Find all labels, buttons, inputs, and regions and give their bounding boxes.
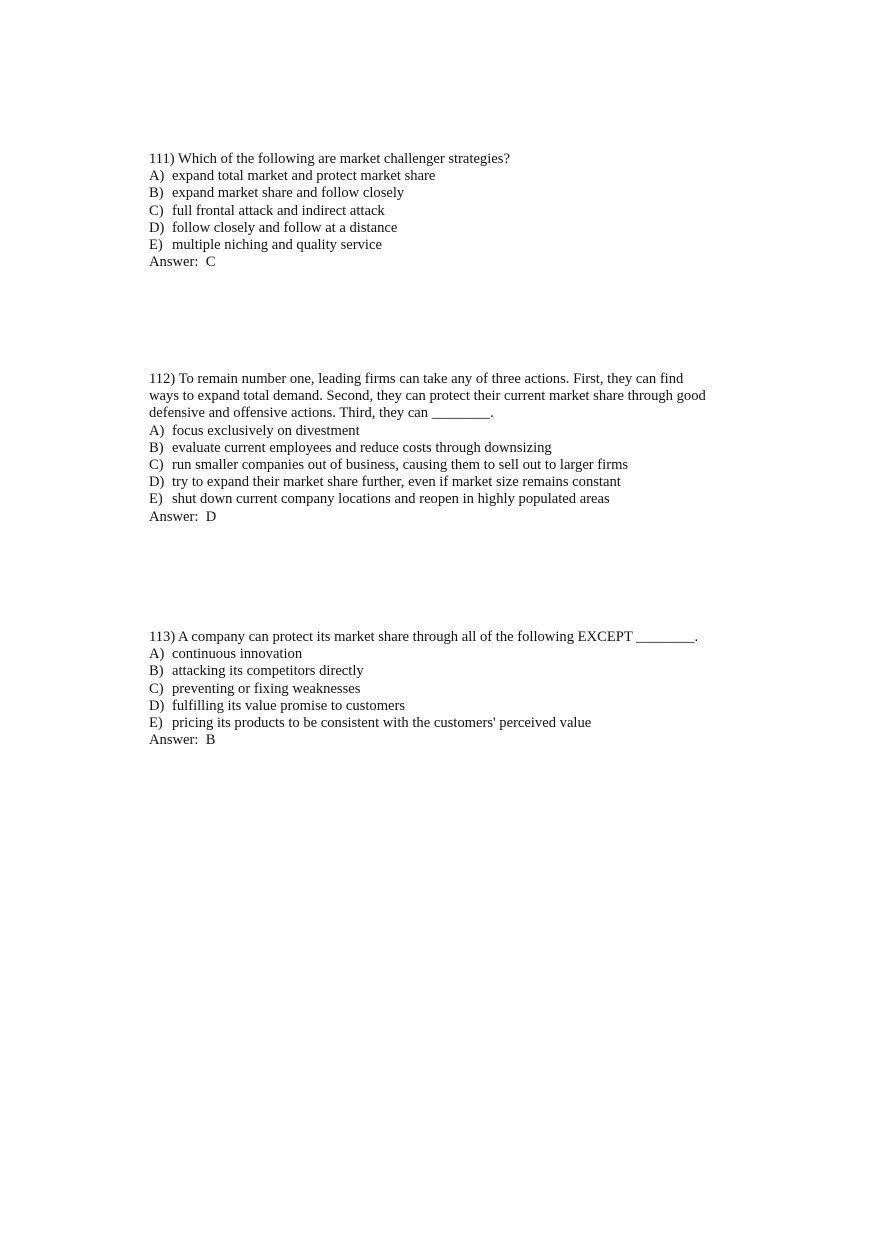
option-letter: A) bbox=[149, 168, 165, 185]
answer-value: B bbox=[205, 732, 216, 749]
option-text: fulfilling its value promise to customers bbox=[172, 697, 406, 714]
option-text: continuous innovation bbox=[172, 646, 303, 663]
option-letter: B) bbox=[149, 439, 164, 456]
option-d bbox=[149, 474, 749, 491]
option-c bbox=[149, 681, 749, 698]
option-letter: E) bbox=[149, 715, 163, 732]
option-e bbox=[149, 715, 749, 732]
option-letter: E) bbox=[149, 491, 163, 508]
stem-line: ways to expand total demand. Second, they can protect their current market share through good bbox=[149, 388, 706, 405]
option-b bbox=[149, 185, 749, 202]
option-letter: C) bbox=[149, 202, 164, 219]
option-d bbox=[149, 698, 749, 715]
option-text: full frontal attack and indirect attack bbox=[172, 202, 385, 219]
option-letter: A) bbox=[149, 646, 165, 663]
question-112 bbox=[149, 371, 749, 526]
option-c bbox=[149, 457, 749, 474]
answer-line bbox=[149, 732, 749, 749]
answer-line bbox=[149, 254, 749, 271]
answer-label: Answer: bbox=[149, 254, 199, 271]
option-letter: C) bbox=[149, 457, 164, 474]
option-e bbox=[149, 491, 749, 508]
option-text: preventing or fixing weaknesses bbox=[172, 680, 361, 697]
option-c bbox=[149, 203, 749, 220]
option-text: focus exclusively on divestment bbox=[172, 422, 360, 439]
stem-line: defensive and offensive actions. Third, they can ________. bbox=[149, 405, 494, 422]
stem-line: 112) To remain number one, leading firms can take any of three actions. First, they can find bbox=[149, 371, 684, 387]
option-b bbox=[149, 663, 749, 680]
option-text: attacking its competitors directly bbox=[172, 663, 364, 680]
option-a bbox=[149, 423, 749, 440]
option-letter: E) bbox=[149, 237, 163, 254]
option-text: expand total market and protect market share bbox=[172, 168, 436, 185]
option-letter: B) bbox=[149, 185, 164, 202]
answer-label: Answer: bbox=[149, 732, 199, 749]
option-e bbox=[149, 237, 749, 254]
stem-line: 113) A company can protect its market share through all of the following EXCEPT ________. bbox=[149, 629, 699, 645]
question-stem bbox=[149, 151, 749, 168]
option-letter: B) bbox=[149, 663, 164, 680]
option-letter: D) bbox=[149, 474, 165, 491]
option-a bbox=[149, 168, 749, 185]
question-stem bbox=[149, 371, 749, 423]
option-text: shut down current company locations and reopen in highly populated areas bbox=[172, 491, 610, 508]
option-text: follow closely and follow at a distance bbox=[172, 219, 398, 236]
option-letter: D) bbox=[149, 697, 165, 714]
question-111 bbox=[149, 151, 749, 271]
option-text: multiple niching and quality service bbox=[172, 237, 382, 254]
answer-value: D bbox=[205, 508, 217, 525]
option-text: evaluate current employees and reduce costs through downsizing bbox=[172, 439, 552, 456]
option-letter: A) bbox=[149, 422, 165, 439]
option-text: run smaller companies out of business, causing them to sell out to larger firms bbox=[172, 457, 629, 474]
answer-value: C bbox=[205, 254, 216, 271]
option-text: try to expand their market share further, even if market size remains constant bbox=[172, 474, 621, 491]
option-text: expand market share and follow closely bbox=[172, 185, 405, 202]
question-stem bbox=[149, 629, 749, 646]
option-b bbox=[149, 440, 749, 457]
option-text: pricing its products to be consistent with the customers' perceived value bbox=[172, 715, 592, 732]
answer-label: Answer: bbox=[149, 508, 199, 525]
option-letter: D) bbox=[149, 219, 165, 236]
option-d bbox=[149, 220, 749, 237]
stem-line: 111) Which of the following are market challenger strategies? bbox=[149, 151, 510, 167]
option-letter: C) bbox=[149, 680, 164, 697]
option-a bbox=[149, 646, 749, 663]
question-113 bbox=[149, 629, 749, 749]
answer-line bbox=[149, 509, 749, 526]
